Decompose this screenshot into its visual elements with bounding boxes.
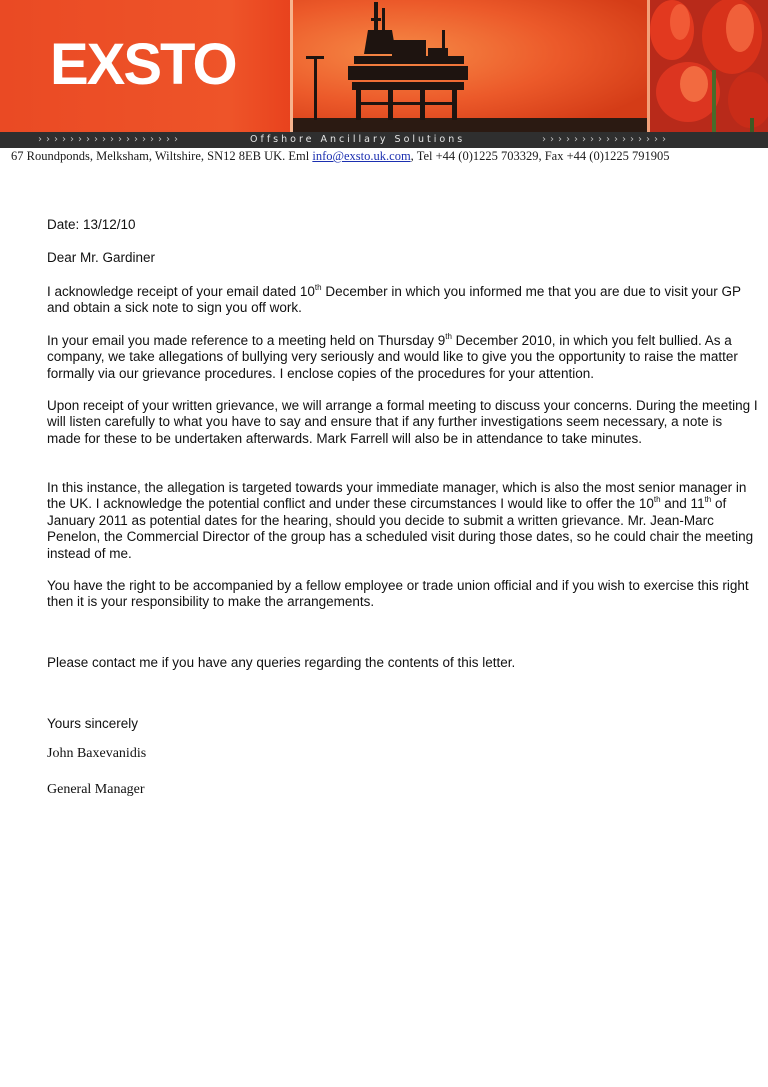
ordinal-suffix: th: [653, 495, 661, 505]
ordinal-suffix: th: [314, 283, 322, 292]
salutation: Dear Mr. Gardiner: [47, 250, 156, 265]
signatory-name: John Baxevanidis: [47, 746, 147, 761]
paragraph-4: [47, 480, 759, 562]
paragraph-text: I acknowledge receipt of your email dated 10: [47, 284, 315, 299]
paragraph-2: [47, 333, 759, 382]
address-prefix: 67 Roundponds, Melksham, Wiltshire, SN12 8EB UK. Eml: [11, 149, 313, 163]
tulip-photo: [650, 0, 768, 132]
letter-date: Date: 13/12/10: [47, 217, 136, 232]
tagline-bar: [0, 132, 768, 148]
paragraph-text: of January 2011 as potential dates for the hearing, should you decide to submit a written grievance. Mr. Jean-Marc Penelon, the Commercial Director of the group has a scheduled visit during those dates, so he could chair the meeting instead of me.: [47, 496, 754, 561]
ordinal-suffix: th: [704, 495, 712, 505]
paragraph-1: [47, 284, 759, 317]
chevron-decoration-icon: ››››››››››››››››››: [38, 134, 182, 145]
paragraph-text: December in which you informed me that you are due to visit your GP and obtain a sick note to sign you off work.: [47, 284, 741, 316]
banner-divider: [290, 0, 293, 132]
paragraph-text: and 11: [660, 496, 705, 512]
ordinal-suffix: th: [445, 332, 452, 341]
chevron-decoration-icon: ››››››››››››››››: [542, 134, 670, 145]
signatory-title: General Manager: [47, 782, 145, 797]
paragraph-text: In this instance, the allegation is targeted towards your immediate manager, which is also the most senior manager in the UK. I acknowledge the potential conflict and under these circumstances I would like to offer the 10: [47, 480, 747, 512]
paragraph-5: You have the right to be accompanied by a fellow employee or trade union official and if you wish to exercise this right then it is your responsibility to make the arrangements.: [47, 578, 749, 610]
paragraph-text: In your email you made reference to a meeting held on Thursday 9: [47, 333, 446, 348]
address-suffix: , Tel +44 (0)1225 703329, Fax +44 (0)1225 791905: [410, 149, 670, 163]
email-link[interactable]: info@exsto.uk.com: [312, 149, 411, 163]
oil-rig-silhouette: [292, 0, 648, 132]
exsto-logo: EXSTO: [50, 32, 236, 97]
closing: Yours sincerely: [47, 716, 139, 731]
company-tagline: Offshore Ancillary Solutions: [250, 134, 466, 145]
paragraph-3: Upon receipt of your written grievance, we will arrange a formal meeting to discuss your concerns. During the meeting I will listen carefully to what you have to say and ensure that if any further investigations seem necessary, a note is made for these to be undertaken afterwards. Mark Farrell will also be in attendance to take minutes.: [47, 398, 758, 446]
paragraph-text: December 2010, in which you felt bullied. As a company, we take allegations of bullying very seriously and would like to give you the opportunity to raise the matter formally via our grievance procedures. I enclose copies of the procedures for your attention.: [47, 333, 738, 381]
company-address: [11, 148, 768, 164]
paragraph-6: Please contact me if you have any queries regarding the contents of this letter.: [47, 655, 516, 670]
letterhead-banner: [0, 0, 768, 132]
